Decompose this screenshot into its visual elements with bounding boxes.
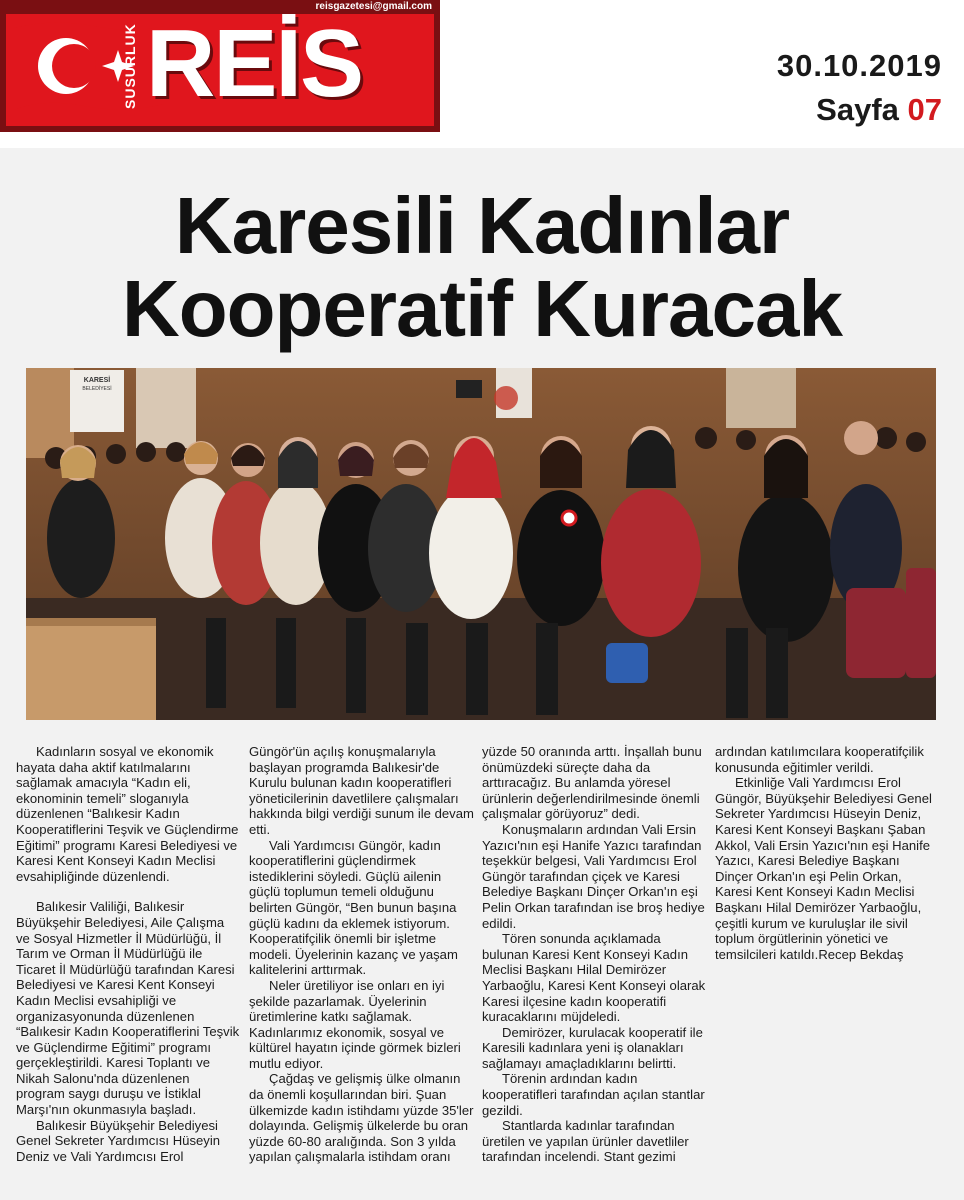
paragraph: Balıkesir Büyükşehir Belediyesi Genel Sekreter Yardımcısı Hüseyin Deniz ve Vali Yardımcısı Erol Güngör'ün açılış konuşmalarıyla başlayan programda Balıkesir'de Kurulu bulunan kadın kooperatifleri yöneticilerinin davetlilere çalışmaları hakkında bilgi verdiği sunum ile devam etti. — [16, 744, 474, 1164]
logo-sub-brand: SUSURLUK — [122, 23, 138, 109]
article-photo — [26, 368, 936, 720]
banner-text-2: BELEDİYESİ — [82, 386, 112, 392]
paragraph: Demirözer, kurulacak kooperatif ile Karesili kadınlara yeni iş olanakları sağlamayı amaçladıklarını belirtti. — [482, 1024, 703, 1071]
masthead-logo — [0, 0, 440, 132]
paragraph: Etkinliğe Vali Yardımcısı Erol Güngör, Büyükşehir Belediyesi Genel Sekreter Yardımcısı Hüseyin Deniz, Karesi Kent Konseyi Başkanı Şaban Akkol, Vali Ersin Yazıcı'nın eşi Hanife Yazıcı, Karesi Belediye Başkanı Dinçer Orkan'ın eşi Pelin Orkan, Karesi Kent Konseyi Kadın Meclisi Başkanı Hilal Demirözer Yarbaoğlu, çeşitli kurum ve kuruluşlar ile sivil toplum örgütlerinin yönetici ve temsilcileri katıldı.Recep Bekdaş — [715, 775, 932, 962]
paragraph: Balıkesir Valiliği, Balıkesir Büyükşehir Belediyesi, Aile Çalışma ve Sosyal Hizmetler İl Müdürlüğü, İl Tarım ve Orman İl Müdürlüğü ile Ticaret İl Müdürlüğü tarafından Karesi Belediyesi ve Karesi Kent Konseyi Kadın Meclisi evsahipliği ve organizasyonunda düzenlenen “Balıkesir Kadın Kooperatiflerini Teşvik ve Güçlendirme Eğitimi” programı gerçekleştirildi. Karesi Toplantı ve Nikah Salonu'nda düzenlenen program saygı duruşu ve İstiklal Marşı'nın okunmasıyla başladı. — [16, 899, 240, 1118]
paragraph: Çağdaş ve gelişmiş ülke olmanın da önemli koşullarından biri. Şuan ülkemizde kadın istihdamı yüzde 35'ler dolayında. Gelişmiş ülkelerde bu oran yüzde 60-80 aralığında. Son 3 yılda yapılan çalışmalarla istihdam oranı yüzde 50 oranında arttı. İnşallah bunu önümüzdeki süreçte daha da arttıracağız. Bu anlamda yöresel ürünlerin değerlendirilmesinde önemli çalışmalar görüyoruz” dedi. — [249, 744, 702, 1165]
page-number-value: 07 — [907, 92, 942, 127]
headline-line-1: Karesili Kadınlar — [174, 181, 790, 271]
paragraph: Törenin ardından kadın kooperatifleri tarafından açılan stantlar gezildi. — [482, 1071, 705, 1118]
article-body — [16, 744, 940, 1174]
blue-handbag — [606, 643, 648, 683]
logo-brand-name: REİS — [146, 10, 363, 117]
headline-line-2: Kooperatif Kuracak — [122, 263, 842, 353]
contact-email: reisgazetesi@gmail.com — [315, 1, 432, 12]
paragraph: Neler üretiliyor ise onları en iyi şekilde pazarlamak. Üyelerinin üretimlerine katkı sağlamak. Kadınlarımız ekonomik, sosyal ve kültürel hayatın içinde görmek bizleri mutlu ediyor. — [249, 977, 461, 1071]
banner-text-1: KARESİ — [83, 377, 111, 384]
page-label: Sayfa — [816, 92, 899, 127]
issue-date: 30.10.2019 — [776, 48, 942, 83]
paragraph: Kadınların sosyal ve ekonomik hayata daha aktif katılmalarını sağlamak amacıyla “Kadın eli, ekonominin temeli” sloganıyla düzenlenen “Balıkesir Kadın Kooperatiflerini Teşvik ve Güçlendirme Eğitimi” programı Karesi Belediyesi ve Karesi Kent Konseyi Kadın Meclisi evsahipliğinde düzenlendi. — [16, 744, 239, 884]
article-headline — [0, 169, 964, 353]
audience-photo-illustration — [26, 368, 936, 720]
paragraph: Stantlarda kadınlar tarafından üretilen ve yapılan ürünler davetliler tarafından incelendi. Stant gezimi ardından katılımcılara kooperatifçilik konusunda eğitimler verildi. — [482, 744, 924, 1165]
paragraph: Vali Yardımcısı Güngör, kadın kooperatiflerini güçlendirmek istediklerini söyledi. Güçlü ailenin güçlü toplumun temeli olduğunu belirten Güngör, “Ben bunun başına güçlü kadını da eklemek istiyorum. Kooperatifçilik önemli bir işletme modeli. Üyelerinin kazanç ve yaşam kalitelerini arttırmak. — [249, 837, 458, 978]
page-number — [816, 92, 942, 128]
paragraph: Tören sonunda açıklamada bulunan Karesi Kent Konseyi Kadın Meclisi Başkanı Hilal Demirözer Yarbaoğlu, Karesi Kent Konseyi olarak Karesi ilçesine kadın kooperatifi kuracaklarını müjdeledi. — [482, 931, 706, 1025]
paragraph: Konuşmaların ardından Vali Ersin Yazıcı'nın eşi Hanife Yazıcı tarafından teşekkür belgesi, Vali Yardımcısı Erol Güngör tarafından çiçek ve Karesi Belediye Başkanı Dinçer Orkan'ın eşi Pelin Orkan tarafından ise broş hediye edildi. — [482, 821, 705, 931]
